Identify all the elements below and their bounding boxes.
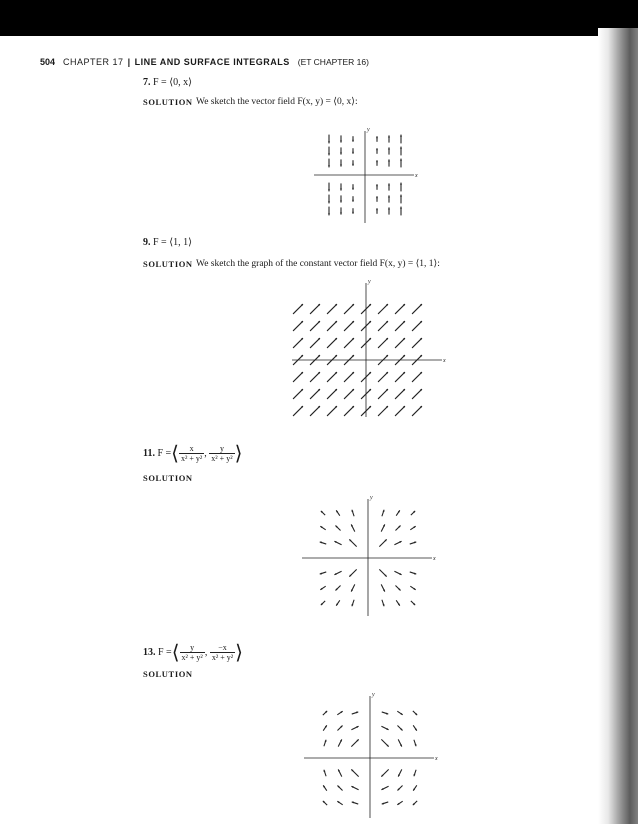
page-number: 504: [40, 57, 56, 67]
arrow-head: [352, 164, 354, 166]
problem-13-component-2: [210, 643, 235, 662]
problem-7-statement: [143, 77, 192, 88]
vector-arrow: [344, 372, 354, 382]
arrow-head: [400, 195, 402, 197]
vector-arrow: [378, 389, 388, 399]
fraction-denominator: x² + y²: [211, 454, 233, 463]
vector-arrow: [344, 338, 354, 348]
y-axis-label: y: [370, 495, 373, 501]
vector-arrow: [310, 372, 320, 382]
arrow-head: [328, 201, 330, 203]
arrow-head: [388, 207, 390, 209]
problem-13-solution-label: SOLUTION: [143, 669, 193, 679]
arrow-head: [352, 188, 354, 190]
vector-arrow: [395, 372, 405, 382]
vector-field-plot-13: [300, 690, 440, 820]
problem-9-solution-text: We sketch the graph of the constant vector field F(x, y) = ⟨1, 1⟩:: [196, 259, 440, 269]
problem-7-number: 7.: [143, 77, 151, 88]
arrow-head: [352, 212, 354, 214]
vector-arrow: [378, 338, 388, 348]
vector-arrow: [395, 321, 405, 331]
arrow-head: [376, 208, 378, 210]
arrow-head: [400, 147, 402, 149]
problem-9-number: 9.: [143, 237, 151, 248]
vector-arrow: [378, 321, 388, 331]
vector-arrow: [412, 389, 422, 399]
arrow-head: [388, 195, 390, 197]
arrow-head: [388, 147, 390, 149]
scan-binding-shadow: [598, 28, 638, 824]
arrow-head: [328, 189, 330, 191]
problem-13-component-1: [180, 643, 205, 662]
arrow-head: [376, 160, 378, 162]
fraction-denominator: x² + y²: [180, 454, 203, 463]
problem-13-field-prefix: F =: [158, 646, 172, 658]
vector-arrow: [412, 338, 422, 348]
y-axis-label: y: [367, 127, 370, 133]
arrow-head: [376, 196, 378, 198]
x-axis-label: x: [443, 358, 446, 364]
problem-11-solution-label: SOLUTION: [143, 473, 193, 483]
problem-11-field-prefix: F =: [157, 447, 172, 459]
vector-arrow: [395, 338, 405, 348]
vector-arrow: [327, 389, 337, 399]
vector-arrow: [327, 304, 337, 314]
problem-13-statement: 13. F =⟨ $\frac{y}{\text{x² + y²}}$ , $\frac{-x}{\text{x² + y²}}$ ⟩: [143, 642, 243, 664]
vector-arrow: [344, 304, 354, 314]
vector-arrow: [378, 304, 388, 314]
arrow-head: [376, 184, 378, 186]
y-axis-label: y: [372, 692, 375, 698]
problem-7-solution-text: We sketch the vector field F(x, y) = ⟨0, x⟩:: [196, 97, 358, 107]
arrow-head: [328, 165, 330, 167]
fraction-numerator: y: [180, 643, 205, 653]
vector-field-plot-9: [288, 277, 448, 419]
chapter-title: LINE AND SURFACE INTEGRALS: [134, 57, 290, 67]
vector-arrow: [412, 321, 422, 331]
arrow-head: [388, 135, 390, 137]
right-angle-bracket: ⟩: [235, 642, 243, 664]
arrow-head: [376, 148, 378, 150]
problem-11-number: 11.: [143, 447, 155, 459]
vector-arrow: [310, 338, 320, 348]
arrow-head: [340, 201, 342, 203]
arrow-head: [388, 159, 390, 161]
vector-arrow: [344, 406, 354, 416]
vector-arrow: [412, 304, 422, 314]
et-chapter-reference: (ET CHAPTER 16): [297, 57, 369, 67]
vector-arrow: [395, 304, 405, 314]
problem-7-field: F = ⟨0, x⟩: [153, 77, 193, 88]
right-angle-bracket: ⟩: [234, 443, 243, 465]
arrow-head: [352, 200, 354, 202]
vector-arrow: [395, 406, 405, 416]
vector-arrow: [293, 338, 303, 348]
problem-9-field: F = ⟨1, 1⟩: [153, 237, 193, 248]
arrow-head: [328, 153, 330, 155]
vector-field-plot-11: [298, 493, 438, 618]
fraction-denominator: x² + y²: [181, 653, 203, 662]
x-axis-label: x: [435, 756, 438, 762]
vector-arrow: [293, 321, 303, 331]
vector-arrow: [378, 372, 388, 382]
vector-arrow: [327, 406, 337, 416]
arrow-head: [340, 165, 342, 167]
arrow-head: [400, 135, 402, 137]
arrow-head: [400, 159, 402, 161]
x-axis-label: x: [415, 173, 418, 179]
vector-arrow: [344, 389, 354, 399]
vector-field-plot-7: [310, 125, 420, 225]
problem-11-component-2: [209, 444, 234, 463]
vector-arrow: [293, 406, 303, 416]
running-header: [40, 57, 369, 67]
vector-arrow: [327, 372, 337, 382]
arrow-head: [340, 213, 342, 215]
fraction-numerator: y: [209, 444, 234, 454]
fraction-numerator: x: [179, 444, 204, 454]
vector-arrow: [378, 406, 388, 416]
vector-arrow: [395, 389, 405, 399]
arrow-head: [328, 213, 330, 215]
problem-9-statement: [143, 237, 192, 248]
vector-arrow: [293, 372, 303, 382]
problem-7-solution-label: SOLUTION: [143, 97, 193, 107]
arrow-head: [352, 152, 354, 154]
arrow-head: [328, 141, 330, 143]
problem-11-statement: 11. F =⟨ $\frac{x}{\text{x² + y²}}$ , $\frac{y}{\text{x² + y²}}$ ⟩: [143, 443, 243, 465]
vector-arrow: [293, 389, 303, 399]
x-axis-label: x: [433, 556, 436, 562]
arrow-head: [352, 140, 354, 142]
vector-arrow: [310, 321, 320, 331]
vector-arrow: [310, 406, 320, 416]
vector-arrow: [310, 389, 320, 399]
arrow-head: [376, 136, 378, 138]
problem-11-component-1: [179, 444, 204, 463]
vector-arrow: [344, 321, 354, 331]
arrow-head: [340, 189, 342, 191]
y-axis-label: y: [368, 279, 371, 285]
vector-arrow: [293, 304, 303, 314]
vector-arrow: [327, 338, 337, 348]
vector-arrow: [412, 372, 422, 382]
problem-9-solution-label: SOLUTION: [143, 259, 193, 269]
left-angle-bracket: ⟨: [171, 443, 179, 465]
arrow-head: [340, 153, 342, 155]
vector-arrow: [412, 406, 422, 416]
vector-arrow: [310, 304, 320, 314]
header-divider: |: [127, 57, 131, 67]
chapter-label: CHAPTER 17: [63, 57, 124, 67]
arrow-head: [340, 141, 342, 143]
arrow-head: [400, 183, 402, 185]
vector-arrow: [327, 321, 337, 331]
arrow-head: [400, 207, 402, 209]
arrow-head: [388, 183, 390, 185]
fraction-denominator: x² + y²: [211, 653, 234, 662]
fraction-numerator: −x: [210, 643, 235, 653]
problem-13-number: 13.: [143, 646, 156, 658]
left-angle-bracket: ⟨: [171, 642, 180, 664]
